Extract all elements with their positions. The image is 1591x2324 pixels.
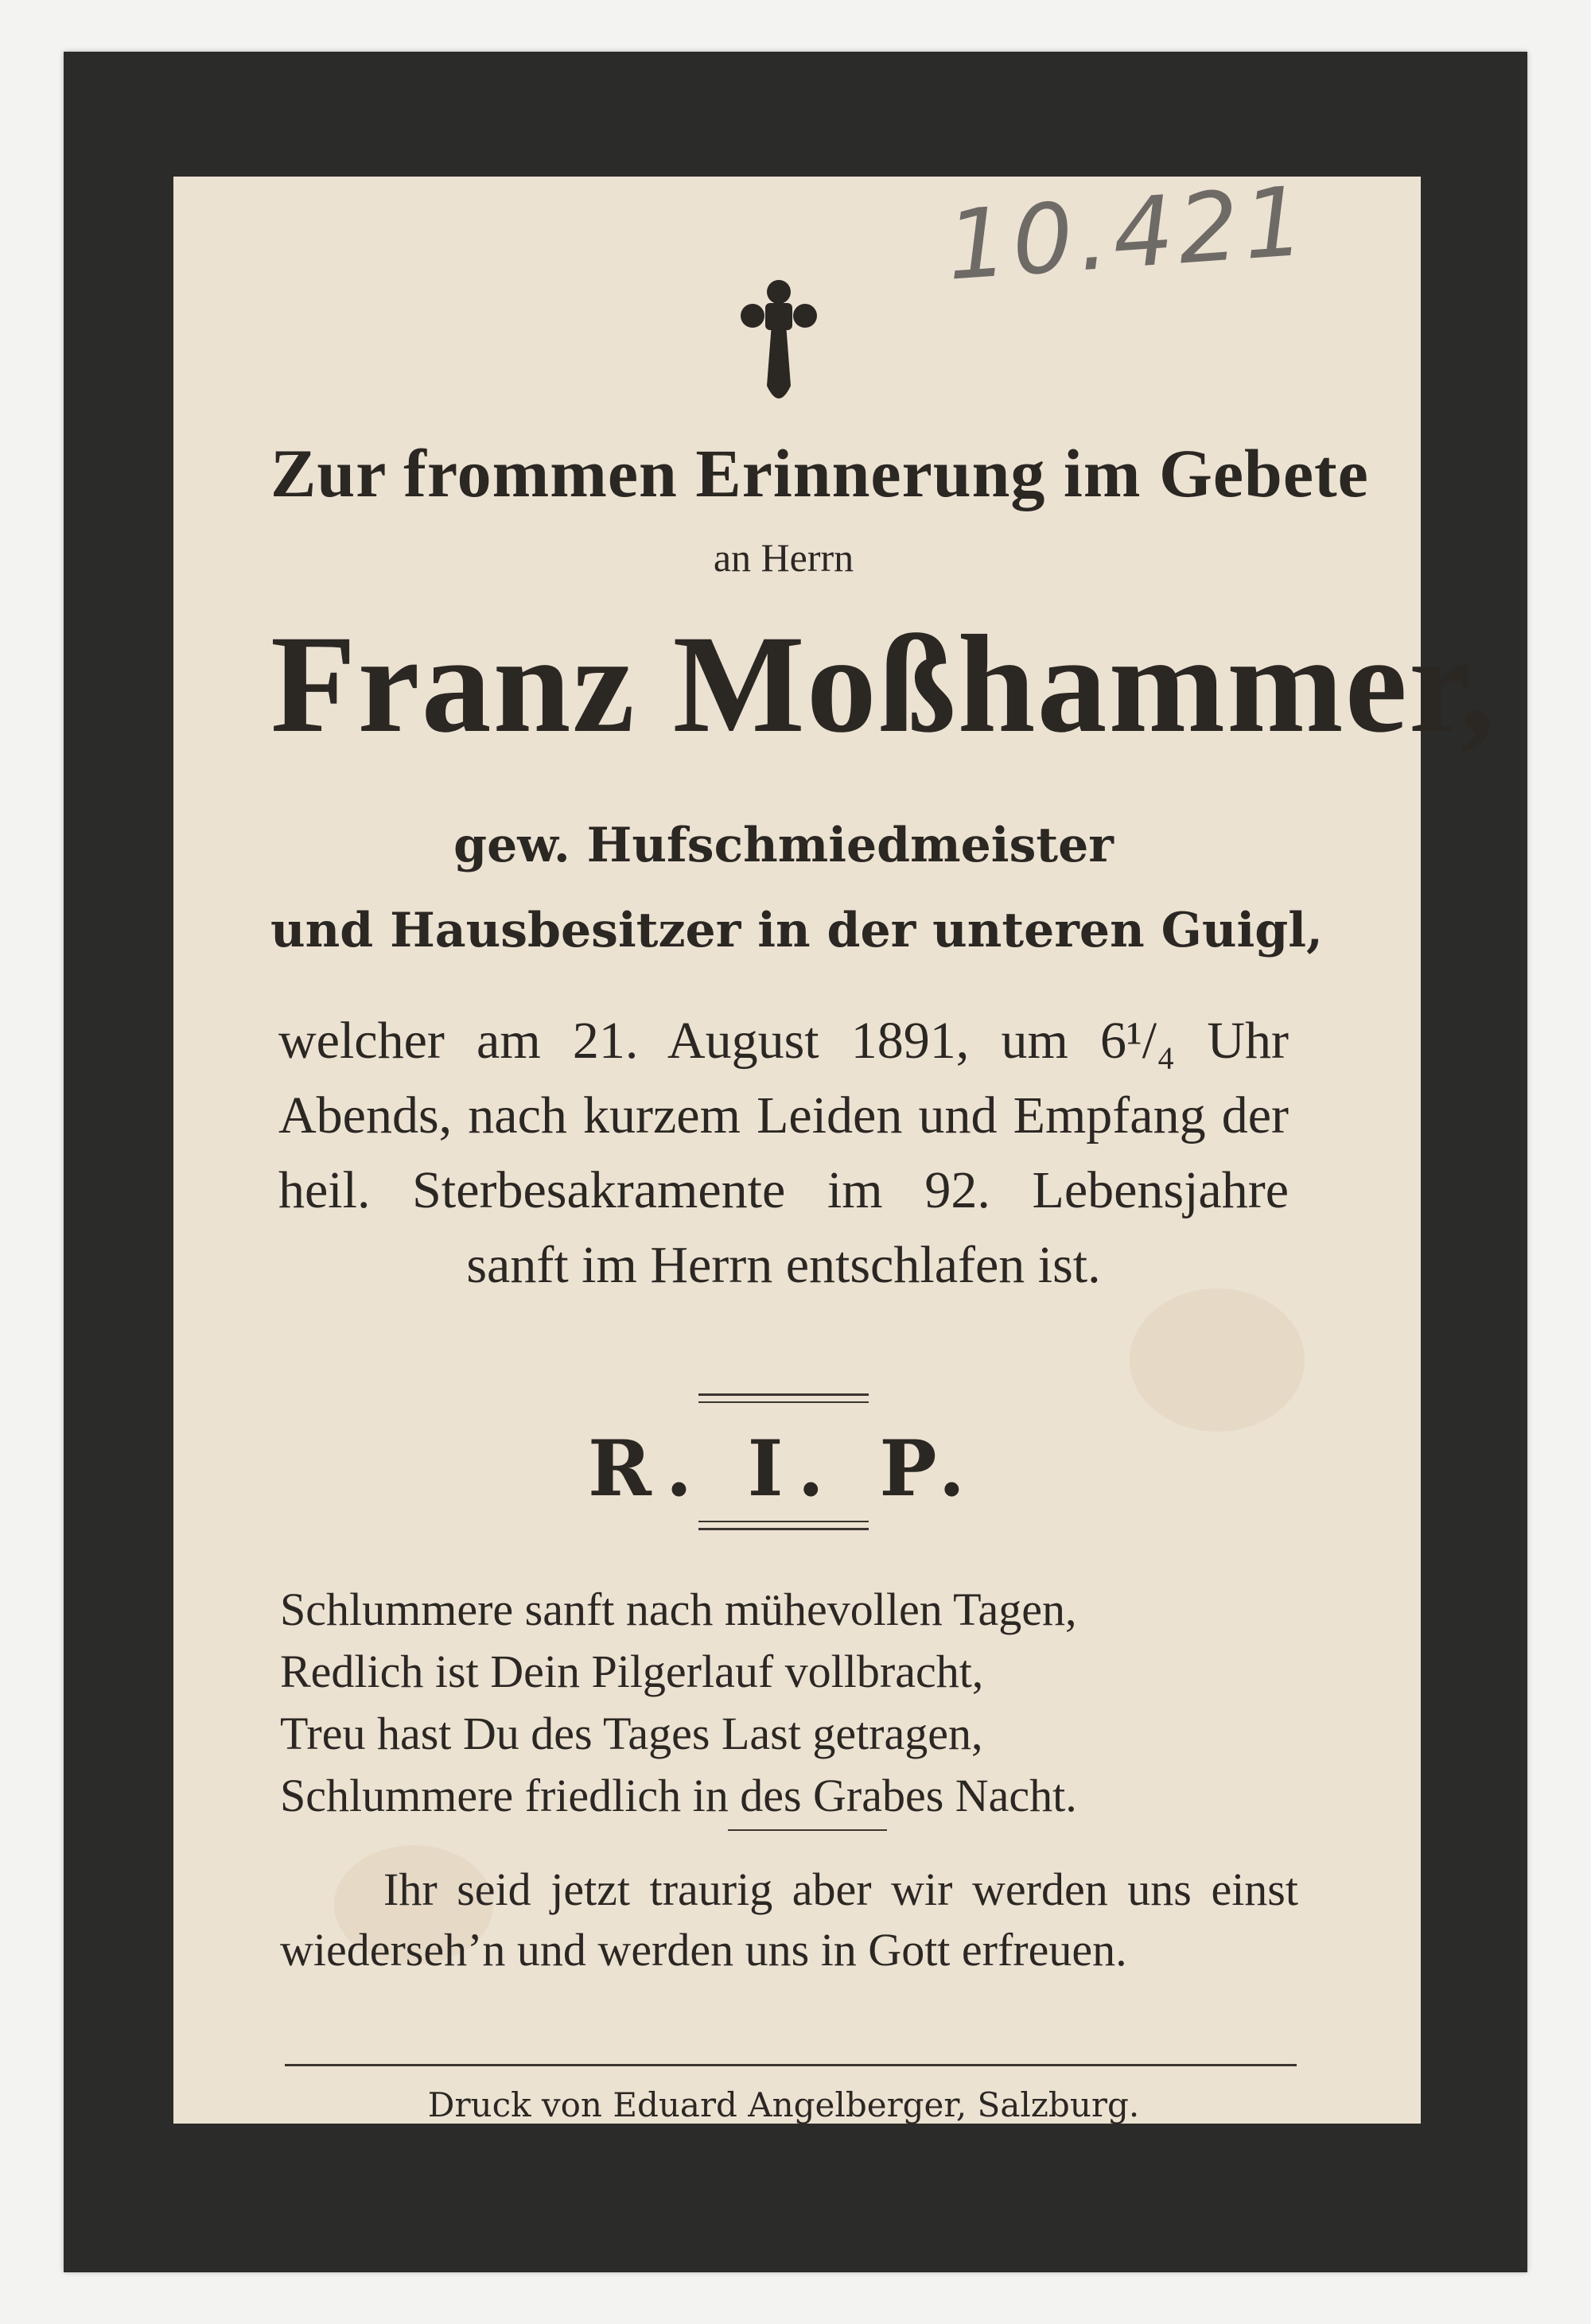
rip-rule-bottom (698, 1528, 869, 1530)
poem-line: Treu hast Du des Tages Last getragen, (280, 1708, 983, 1759)
rip-rule-top (698, 1401, 869, 1403)
heading: Zur frommen Erinnerung im Gebete (270, 435, 1369, 511)
printer-imprint: Druck von Eduard Angelberger, Salzburg. (427, 2085, 1140, 2124)
poem-line: Schlummere friedlich in des Grabes Nacht. (280, 1770, 1077, 1821)
paper-stain (1130, 1288, 1305, 1432)
poem-line: Schlummere sanft nach mühevollen Tagen, (280, 1584, 1077, 1635)
printer-rule (285, 2064, 1297, 2066)
poem-line: Redlich ist Dein Pilgerlauf vollbracht, (280, 1646, 984, 1697)
death-notice: welcher am 21. August 1891, um 6¹/₄ Uhr Abends, nach kurzem Leiden und Empfang der heil. Sterbesakramente im 92. Lebensjahre sanft im Herrn entschlafen ist. (278, 1012, 1289, 1294)
occupation-line-1: gew. Hufschmiedmeister (453, 818, 1114, 873)
addressee: an Herrn (713, 535, 854, 580)
rip-text: R. I. P. (587, 1424, 980, 1514)
rip-rule-top (698, 1393, 869, 1396)
deceased-name: Franz Moßhammer, (270, 607, 1496, 762)
divider (728, 1829, 887, 1831)
handwritten-number: 10.421 (943, 166, 1313, 302)
poem (280, 1579, 1306, 1827)
consolation-text: Ihr seid jetzt traurig aber wir werden uns einst wiederseh’n und werden uns in Gott erfreuen. (280, 1863, 1298, 1976)
rip-rule-bottom (698, 1521, 869, 1522)
occupation-line-2: und Hausbesitzer in der unteren Guigl, (270, 903, 1323, 958)
cross-icon (735, 274, 823, 410)
